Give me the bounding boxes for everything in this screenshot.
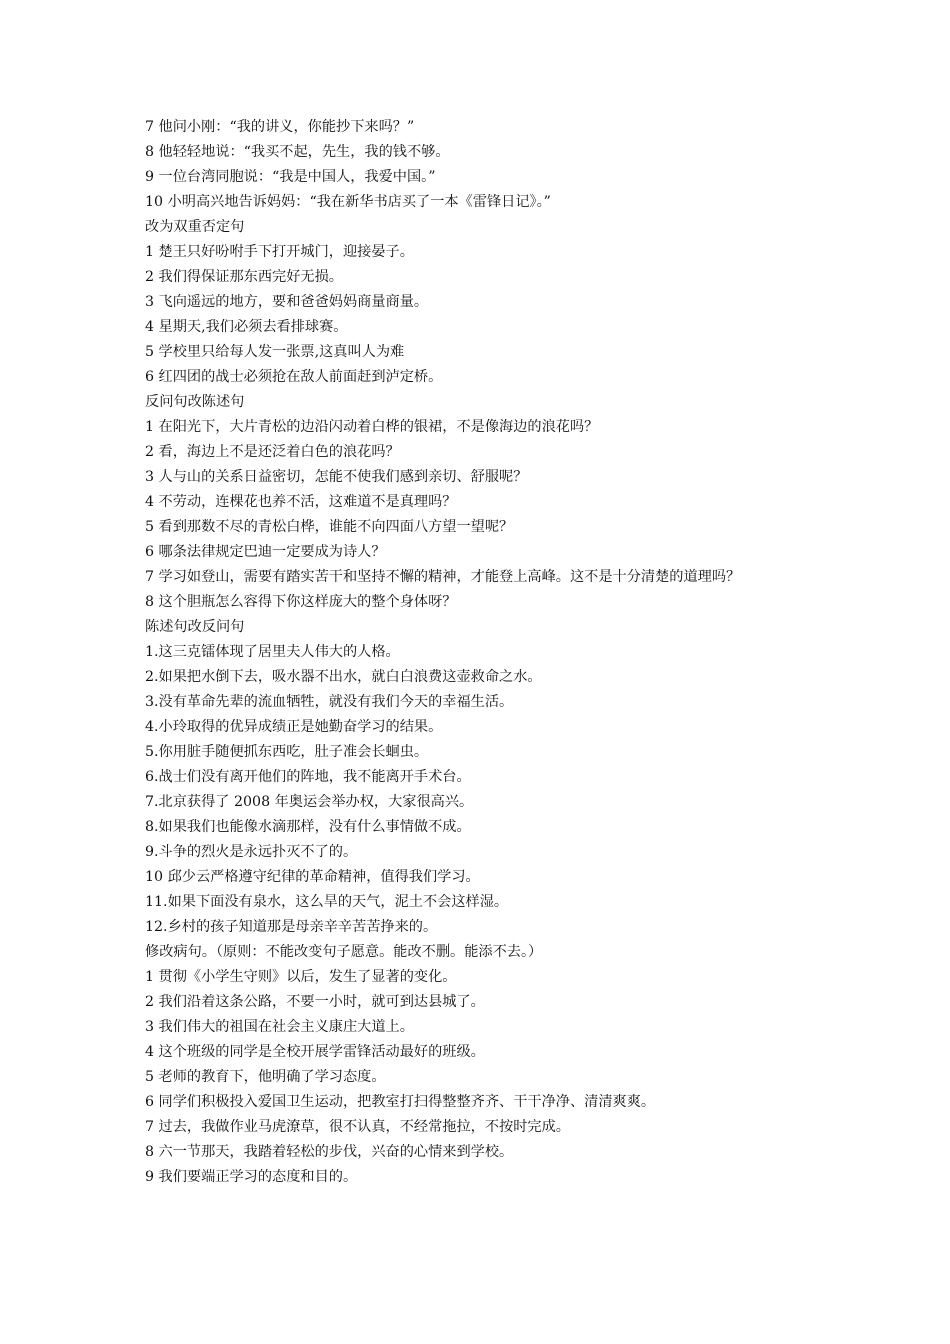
text-line: 2 我们得保证那东西完好无损。 <box>145 269 343 285</box>
text-line: 9 我们要端正学习的态度和目的。 <box>145 1169 358 1185</box>
text-line: 9.斗争的烈火是永远扑灭不了的。 <box>145 844 358 860</box>
text-line: 4 不劳动，连棵花也养不活，这难道不是真理吗？ <box>145 494 457 510</box>
text-line: 10 邱少云严格遵守纪律的革命精神，值得我们学习。 <box>145 869 480 885</box>
text-line: 2 看，海边上不是还泛着白色的浪花吗？ <box>145 444 400 460</box>
text-line: 1 楚王只好吩咐手下打开城门，迎接晏子。 <box>145 244 414 260</box>
text-line: 6 哪条法律规定巴迪一定要成为诗人？ <box>145 544 386 560</box>
text-line: 5 老师的教育下，他明确了学习态度。 <box>145 1069 386 1085</box>
text-line: 3.没有革命先辈的流血牺牲，就没有我们今天的幸福生活。 <box>145 694 514 710</box>
text-line: 3 飞向遥远的地方，要和爸爸妈妈商量商量。 <box>145 294 429 310</box>
text-line: 1.这三克镭体现了居里夫人伟大的人格。 <box>145 644 400 660</box>
text-line: 8 他轻轻地说：“我买不起，先生，我的钱不够。 <box>145 144 450 160</box>
section-heading-fix-sentences: 修改病句。（原则：不能改变句子愿意。能改不删。能添不去。） <box>145 944 543 960</box>
text-line: 1 在阳光下，大片青松的边沿闪动着白桦的银裙，不是像海边的浪花吗？ <box>145 419 599 435</box>
text-line: 2 我们沿着这条公路，不要一小时，就可到达县城了。 <box>145 994 485 1010</box>
text-line: 1 贯彻《小学生守则》以后，发生了显著的变化。 <box>145 969 457 985</box>
text-line: 4 这个班级的同学是全校开展学雷锋活动最好的班级。 <box>145 1044 485 1060</box>
text-line: 12.乡村的孩子知道那是母亲辛辛苦苦挣来的。 <box>145 919 438 935</box>
text-line: 3 我们伟大的祖国在社会主义康庄大道上。 <box>145 1019 414 1035</box>
text-line: 7 过去，我做作业马虎潦草，很不认真，不经常拖拉，不按时完成。 <box>145 1119 570 1135</box>
text-line: 2.如果把水倒下去，吸水器不出水，就白白浪费这壶救命之水。 <box>145 669 542 685</box>
section-heading-declarative-to-rhetorical: 陈述句改反问句 <box>145 619 245 635</box>
section-heading-double-negative: 改为双重否定句 <box>145 219 245 235</box>
text-line: 4.小玲取得的优异成绩正是她勤奋学习的结果。 <box>145 719 443 735</box>
text-line: 10 小明高兴地告诉妈妈：“我在新华书店买了一本《雷锋日记》。” <box>145 194 551 210</box>
text-line: 7.北京获得了 2008 年奥运会举办权，大家很高兴。 <box>145 794 474 810</box>
text-line: 8 六一节那天，我踏着轻松的步伐，兴奋的心情来到学校。 <box>145 1144 514 1160</box>
text-line: 7 他问小刚：“我的讲义，你能抄下来吗？” <box>145 119 415 135</box>
text-line: 3 人与山的关系日益密切，怎能不使我们感到亲切、舒服呢？ <box>145 469 528 485</box>
text-line: 11.如果下面没有泉水，这么旱的天气，泥土不会这样湿。 <box>145 894 509 910</box>
text-line: 7 学习如登山，需要有踏实苦干和坚持不懈的精神，才能登上高峰。这不是十分清楚的道理吗？ <box>145 569 741 585</box>
text-line: 6 红四团的战士必须抢在敌人前面赶到泸定桥。 <box>145 369 443 385</box>
section-heading-rhetorical-to-declarative: 反问句改陈述句 <box>145 394 245 410</box>
text-line: 8.如果我们也能像水滴那样，没有什么事情做不成。 <box>145 819 471 835</box>
text-line: 5.你用脏手随便抓东西吃，肚子准会长蛔虫。 <box>145 744 429 760</box>
text-line: 6 同学们积极投入爱国卫生运动，把教室打扫得整整齐齐、干干净净、清清爽爽。 <box>145 1094 656 1110</box>
text-line: 5 看到那数不尽的青松白桦，谁能不向四面八方望一望呢？ <box>145 519 514 535</box>
text-line: 9 一位台湾同胞说：“我是中国人，我爱中国。” <box>145 169 436 185</box>
text-line: 4 星期天,我们必须去看排球赛。 <box>145 319 348 335</box>
text-line: 5 学校里只给每人发一张票,这真叫人为难 <box>145 344 405 360</box>
document-body <box>145 115 825 1190</box>
text-line: 8 这个胆瓶怎么容得下你这样庞大的整个身体呀？ <box>145 594 457 610</box>
text-line: 6.战士们没有离开他们的阵地，我不能离开手术台。 <box>145 769 471 785</box>
